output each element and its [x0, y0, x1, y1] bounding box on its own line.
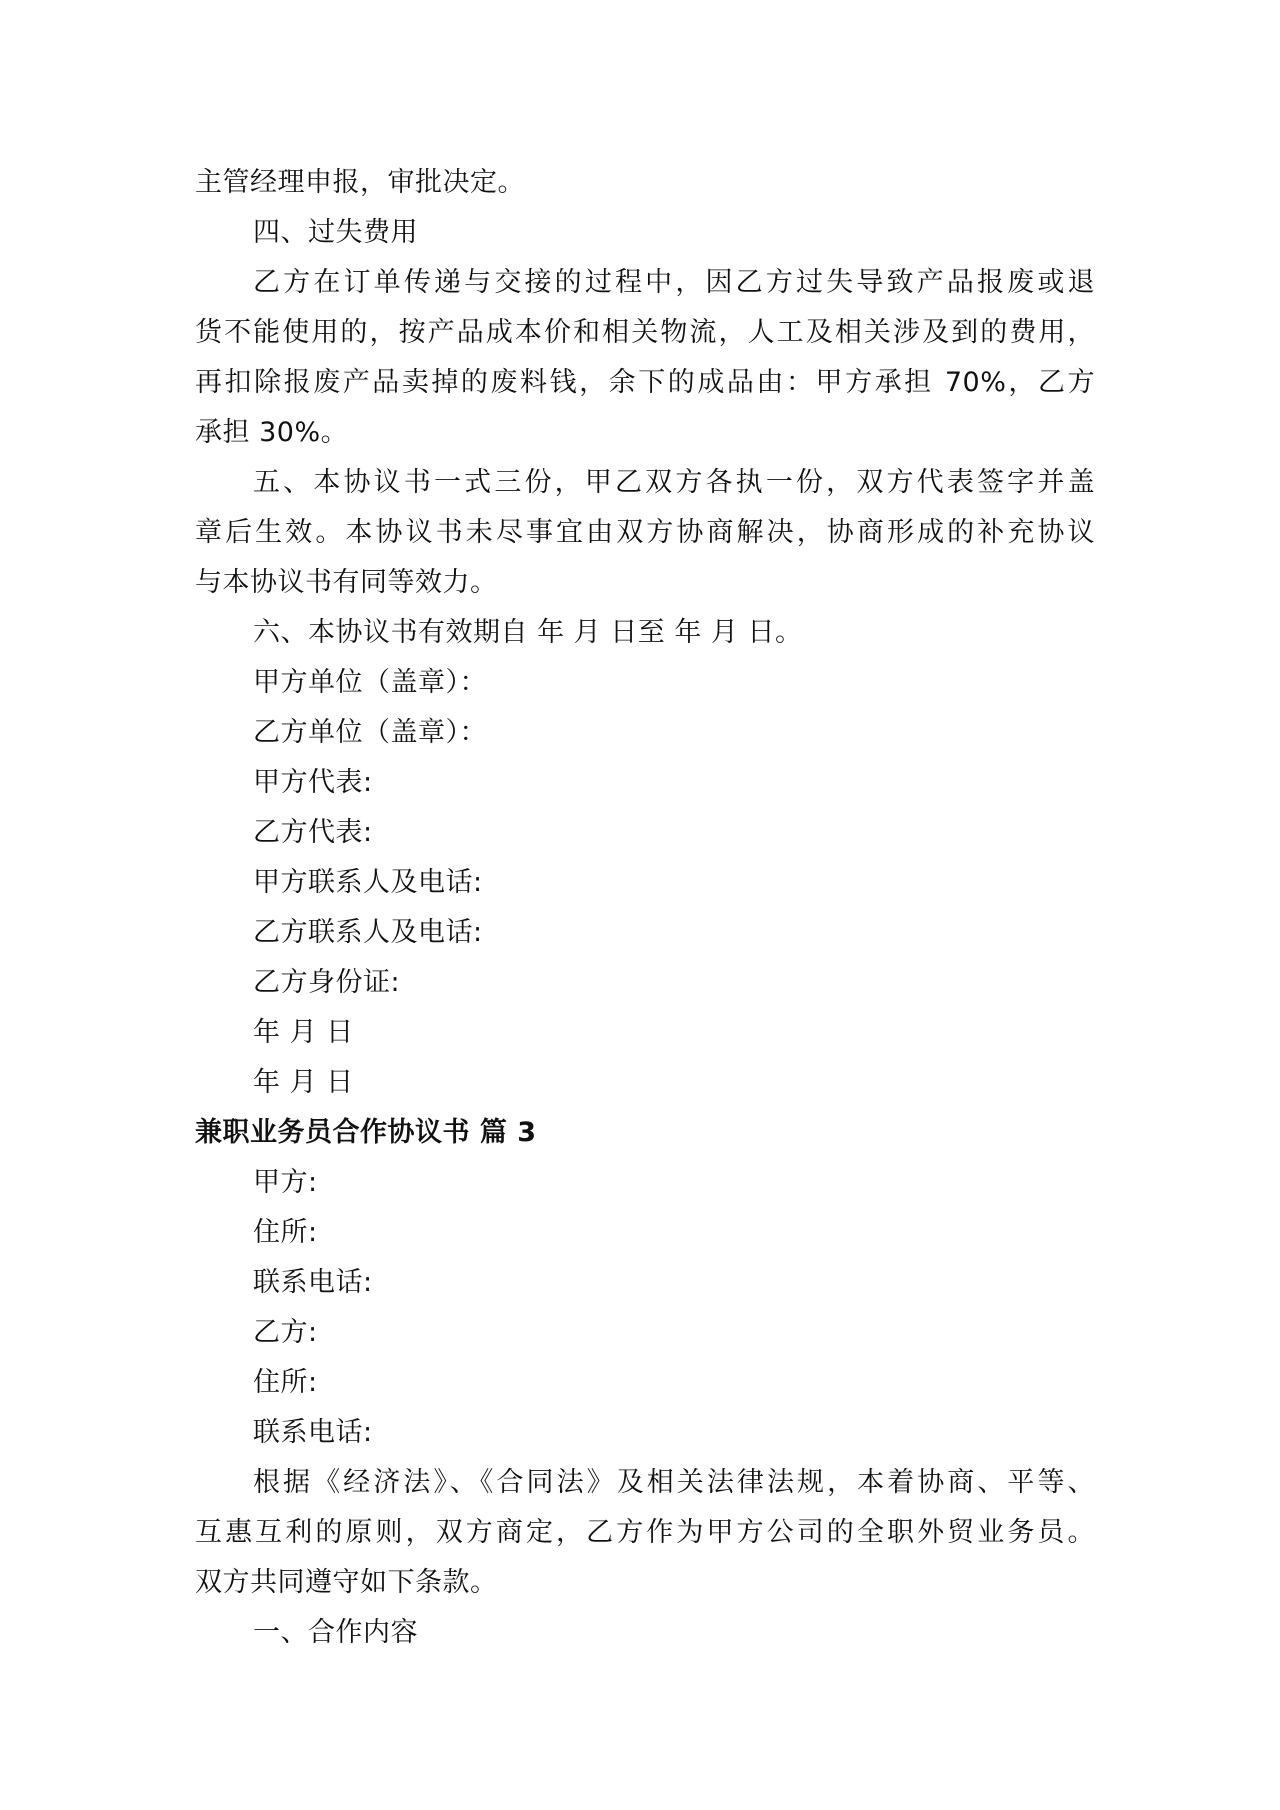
text-line: 甲方单位（盖章）：: [253, 667, 487, 698]
text-line: 四、过失费用: [253, 217, 418, 248]
text-line: 五、本协议书一式三份，甲乙双方各执一份，双方代表签字并盖: [253, 467, 1095, 498]
text-line: 根据《经济法》、《合同法》及相关法律法规，本着协商、平等、: [253, 1467, 1095, 1498]
text-line: 联系电话:: [253, 1417, 373, 1448]
text-line: 乙方身份证:: [253, 967, 401, 998]
text-line: 住所:: [253, 1217, 318, 1248]
text-line: 互惠互利的原则，双方商定，乙方作为甲方公司的全职外贸业务员。: [195, 1517, 1095, 1548]
text-line: 承担 30%。: [195, 417, 349, 448]
text-line: 再扣除报废产品卖掉的废料钱，余下的成品由：甲方承担 70%，乙方: [195, 367, 1095, 398]
text-line: 甲方代表:: [253, 767, 373, 798]
text-line: 与本协议书有同等效力。: [195, 567, 498, 598]
text-line: 甲方:: [253, 1167, 318, 1198]
text-line: 章后生效。本协议书未尽事宜由双方协商解决，协商形成的补充协议: [195, 517, 1095, 548]
document-body: [195, 158, 1095, 1658]
text-line: 联系电话:: [253, 1267, 373, 1298]
text-line: 乙方代表:: [253, 817, 373, 848]
text-line: 年 月 日: [253, 1017, 354, 1048]
text-line: 货不能使用的，按产品成本价和相关物流，人工及相关涉及到的费用，: [195, 317, 1095, 348]
text-line: 甲方联系人及电话:: [253, 867, 483, 898]
text-line: 年 月 日: [253, 1067, 354, 1098]
text-line: 住所:: [253, 1367, 318, 1398]
text-line: 乙方:: [253, 1317, 318, 1348]
text-line: 一、合作内容: [253, 1617, 418, 1648]
text-line: 六、本协议书有效期自 年 月 日至 年 月 日。: [253, 617, 803, 648]
text-line: 主管经理申报，审批决定。: [195, 167, 525, 198]
section-heading: 兼职业务员合作协议书 篇 3: [195, 1117, 537, 1148]
text-line: 乙方在订单传递与交接的过程中，因乙方过失导致产品报废或退: [253, 267, 1095, 298]
text-line: 乙方联系人及电话:: [253, 917, 483, 948]
text-line: 双方共同遵守如下条款。: [195, 1567, 498, 1598]
text-line: 乙方单位（盖章）：: [253, 717, 487, 748]
document-page: [195, 158, 1095, 1658]
